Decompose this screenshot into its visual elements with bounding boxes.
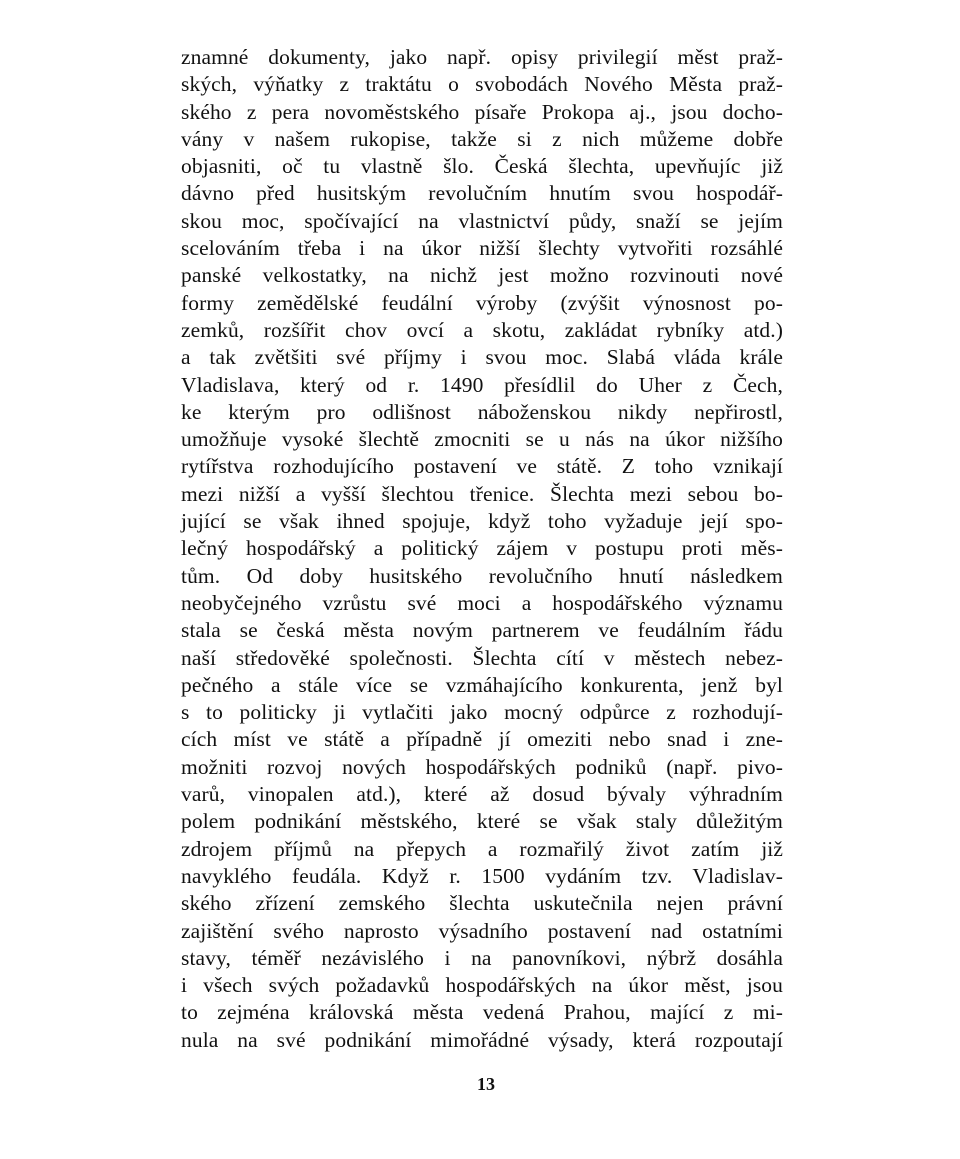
text-line: neobyčejného vzrůstu své moci a hospodářského významu: [181, 590, 783, 615]
text-line: tům. Od doby husitského revolučního hnutí následkem: [181, 563, 783, 588]
text-line: skou moc, spočívající na vlastnictví půdy, snaží se jejím: [181, 208, 783, 233]
text-line: Vladislava, který od r. 1490 přesídlil do Uher z Čech,: [181, 372, 783, 397]
text-line: stala se česká města novým partnerem ve feudálním řádu: [181, 618, 783, 643]
text-line: i všech svých požadavků hospodářských na úkor měst, jsou: [181, 973, 783, 998]
body-text: [181, 44, 783, 1054]
text-line: zdrojem příjmů na přepych a rozmařilý život zatím již: [181, 836, 783, 861]
text-line: scelováním třeba i na úkor nižší šlechty vytvořiti rozsáhlé: [181, 236, 783, 261]
text-line: panské velkostatky, na nichž jest možno rozvinouti nové: [181, 263, 783, 288]
text-line: znamné dokumenty, jako např. opisy privilegií měst praž-: [181, 45, 783, 69]
text-line: pečného a stále více se vzmáhajícího konkurenta, jenž byl: [181, 672, 783, 697]
text-line: vány v našem rukopise, takže si z nich můžeme dobře: [181, 126, 783, 151]
text-line: mezi nižší a vyšší šlechtou třenice. Šlechta mezi sebou bo-: [181, 481, 783, 506]
text-line: jující se však ihned spojuje, když toho vyžaduje její spo-: [181, 509, 783, 534]
text-line: zemků, rozšířit chov ovcí a skotu, zakládat rybníky atd.): [181, 317, 783, 342]
text-line: možniti rozvoj nových hospodářských podniků (např. pivo-: [181, 754, 783, 779]
text-line: a tak zvětšiti své příjmy i svou moc. Slabá vláda krále: [181, 345, 783, 370]
text-line: rytířstva rozhodujícího postavení ve státě. Z toho vznikají: [181, 454, 783, 479]
text-line: polem podnikání městského, které se však staly důležitým: [181, 809, 783, 834]
text-line: ského zřízení zemského šlechta uskutečnila nejen právní: [181, 891, 783, 916]
text-line: objasniti, oč tu vlastně šlo. Česká šlechta, upevňujíc již: [181, 154, 783, 179]
text-line: dávno před husitským revolučním hnutím svou hospodář-: [181, 181, 783, 206]
text-line: cích míst ve státě a případně jí omeziti nebo snad i zne-: [181, 727, 783, 752]
text-line: stavy, téměř nezávislého i na panovníkovi, nýbrž dosáhla: [181, 945, 783, 970]
text-line: lečný hospodářský a politický zájem v postupu proti měs-: [181, 536, 783, 561]
text-line: formy zemědělské feudální výroby (zvýšit výnosnost po-: [181, 290, 783, 315]
text-line: ského z pera novoměstského písaře Prokopa aj., jsou docho-: [181, 99, 783, 124]
text-line: to zejména královská města vedená Prahou, mající z mi-: [181, 1000, 783, 1025]
page-number: 13: [477, 1074, 495, 1094]
page-number-container: [0, 1073, 960, 1095]
text-line: nula na své podnikání mimořádné výsady, která rozpoutají: [181, 1027, 783, 1052]
text-line: zajištění svého naprosto výsadního postavení nad ostatními: [181, 918, 783, 943]
text-line: s to politicky ji vytlačiti jako mocný odpůrce z rozhodují-: [181, 700, 783, 725]
text-line: varů, vinopalen atd.), které až dosud bývaly výhradním: [181, 782, 783, 807]
text-line: ke kterým pro odlišnost náboženskou nikdy nepřirostl,: [181, 399, 783, 424]
text-line: naší středověké společnosti. Šlechta cítí v městech nebez-: [181, 645, 783, 670]
text-line: ských, výňatky z traktátu o svobodách Nového Města praž-: [181, 72, 783, 97]
text-line: navyklého feudála. Když r. 1500 vydáním tzv. Vladislav-: [181, 863, 783, 888]
text-line: umožňuje vysoké šlechtě zmocniti se u nás na úkor nižšího: [181, 427, 783, 452]
